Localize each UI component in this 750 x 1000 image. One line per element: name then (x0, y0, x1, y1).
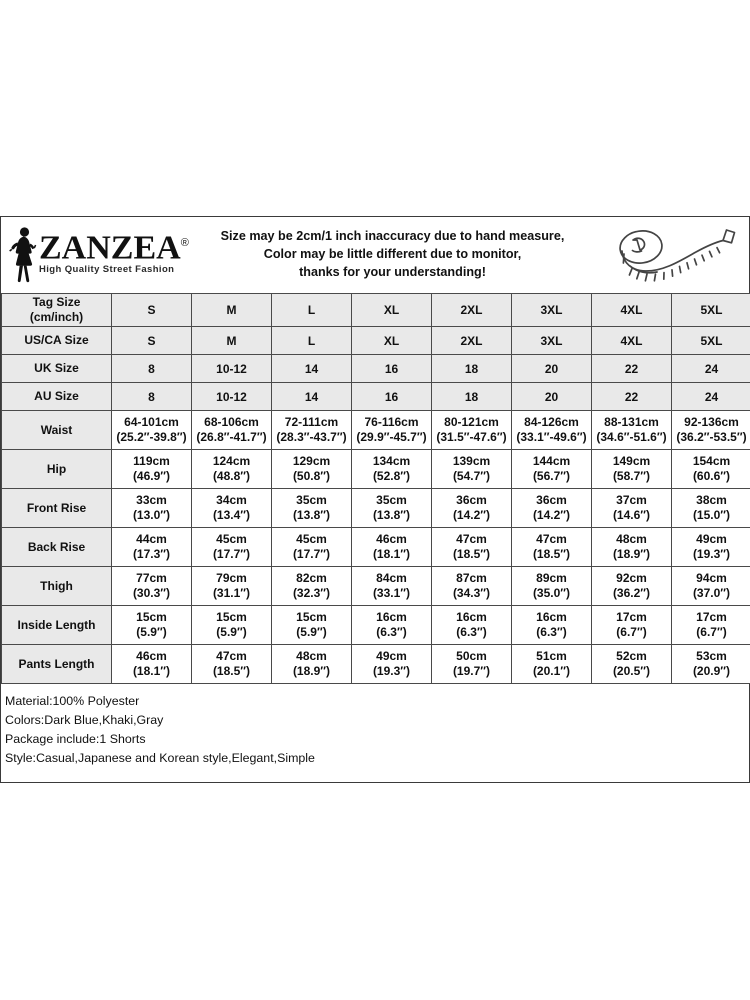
hip-cm-3: 129cm (292, 454, 331, 468)
usca-size-col-6: 3XL (512, 327, 592, 355)
au-size-col-4: 16 (352, 383, 432, 411)
inside-length-cm-8: 17cm (696, 610, 727, 624)
detail-style: Style:Casual,Japanese and Korean style,Elegant,Simple (5, 751, 315, 765)
note-line-2: Color may be little different due to monitor, (263, 247, 522, 261)
front-rise-cm-5: 36cm (456, 493, 487, 507)
inside-length-inch-7: (6.7″) (616, 625, 647, 639)
row-label-tag-size (2, 294, 112, 327)
tag-size-s: S (112, 294, 192, 327)
inside-length-cm-2: 15cm (216, 610, 247, 624)
back-rise-cm-5: 47cm (456, 532, 487, 546)
au-size-col-7: 22 (592, 383, 672, 411)
inside-length-col-4 (352, 606, 432, 645)
tag-size-4xl: 4XL (592, 294, 672, 327)
front-rise-inch-8: (15.0″) (692, 508, 731, 522)
front-rise-inch-6: (14.2″) (532, 508, 571, 522)
hip-inch-2: (48.8″) (212, 469, 251, 483)
hip-col-8 (672, 450, 750, 489)
hip-col-1 (112, 450, 192, 489)
uk-size-col-4: 16 (352, 355, 432, 383)
pants-length-cm-4: 49cm (376, 649, 407, 663)
front-rise-col-4 (352, 489, 432, 528)
front-rise-cm-3: 35cm (296, 493, 327, 507)
pants-length-col-4 (352, 645, 432, 684)
waist-cm-8: 92-136cm (684, 415, 739, 429)
front-rise-col-8 (672, 489, 750, 528)
waist-inch-1: (25.2″-39.8″) (116, 430, 187, 444)
pants-length-inch-8: (20.9″) (692, 664, 731, 678)
pants-length-col-7 (592, 645, 672, 684)
hip-cm-2: 124cm (212, 454, 251, 468)
pants-length-col-3 (272, 645, 352, 684)
back-rise-cm-4: 46cm (376, 532, 407, 546)
waist-cm-5: 80-121cm (444, 415, 499, 429)
row-label-front-rise: Front Rise (2, 489, 112, 528)
back-rise-cm-7: 48cm (616, 532, 647, 546)
hip-cm-5: 139cm (452, 454, 491, 468)
thigh-cm-8: 94cm (696, 571, 727, 585)
thigh-cm-7: 92cm (616, 571, 647, 585)
thigh-col-2 (192, 567, 272, 606)
table-row-thigh (2, 567, 750, 606)
inside-length-cm-5: 16cm (456, 610, 487, 624)
inside-length-col-7 (592, 606, 672, 645)
tag-size-3xl: 3XL (512, 294, 592, 327)
table-row-hip (2, 450, 750, 489)
thigh-col-6 (512, 567, 592, 606)
uk-size-col-5: 18 (432, 355, 512, 383)
table-row-usca-size (2, 327, 750, 355)
back-rise-inch-2: (17.7″) (212, 547, 251, 561)
pants-length-cm-6: 51cm (536, 649, 567, 663)
pants-length-cm-2: 47cm (216, 649, 247, 663)
uk-size-col-1: 8 (112, 355, 192, 383)
waist-cm-3: 72-111cm (284, 415, 339, 429)
thigh-cm-6: 89cm (536, 571, 567, 585)
waist-inch-5: (31.5″-47.6″) (436, 430, 507, 444)
hip-inch-1: (46.9″) (132, 469, 171, 483)
back-rise-cm-3: 45cm (296, 532, 327, 546)
hip-inch-6: (56.7″) (532, 469, 571, 483)
thigh-inch-4: (33.1″) (372, 586, 411, 600)
row-label-pants-length: Pants Length (2, 645, 112, 684)
waist-cm-4: 76-116cm (364, 415, 419, 429)
front-rise-col-1 (112, 489, 192, 528)
size-chart-table (1, 293, 750, 684)
row-label-uk-size: UK Size (2, 355, 112, 383)
waist-inch-3: (28.3″-43.7″) (276, 430, 347, 444)
inside-length-cm-4: 16cm (376, 610, 407, 624)
hip-col-7 (592, 450, 672, 489)
pants-length-cm-3: 48cm (296, 649, 327, 663)
row-label-inside-length: Inside Length (2, 606, 112, 645)
tag-size-label-line2: (cm/inch) (29, 310, 84, 324)
inside-length-col-3 (272, 606, 352, 645)
waist-col-8 (672, 411, 750, 450)
inside-length-col-8 (672, 606, 750, 645)
front-rise-col-7 (592, 489, 672, 528)
back-rise-col-7 (592, 528, 672, 567)
brand-tagline: High Quality Street Fashion (39, 264, 175, 276)
pants-length-cm-1: 46cm (136, 649, 167, 663)
back-rise-cm-1: 44cm (136, 532, 167, 546)
brand-wordmark (39, 225, 189, 266)
inside-length-inch-8: (6.7″) (696, 625, 727, 639)
tag-size-xl: XL (352, 294, 432, 327)
inside-length-cm-3: 15cm (296, 610, 327, 624)
front-rise-inch-4: (13.8″) (372, 508, 411, 522)
detail-package: Package include:1 Shorts (5, 732, 146, 746)
inside-length-cm-6: 16cm (536, 610, 567, 624)
pants-length-col-1 (112, 645, 192, 684)
waist-col-4 (352, 411, 432, 450)
uk-size-col-8: 24 (672, 355, 750, 383)
hip-cm-6: 144cm (532, 454, 571, 468)
table-row-front-rise (2, 489, 750, 528)
uk-size-col-2: 10-12 (192, 355, 272, 383)
front-rise-col-2 (192, 489, 272, 528)
size-chart-sheet (0, 216, 750, 783)
au-size-col-2: 10-12 (192, 383, 272, 411)
pants-length-inch-7: (20.5″) (612, 664, 651, 678)
usca-size-col-2: M (192, 327, 272, 355)
hip-cm-4: 134cm (372, 454, 411, 468)
back-rise-cm-8: 49cm (696, 532, 727, 546)
chart-header (1, 217, 749, 293)
front-rise-cm-2: 34cm (216, 493, 247, 507)
hip-cm-8: 154cm (692, 454, 731, 468)
inside-length-inch-2: (5.9″) (216, 625, 247, 639)
product-details (1, 684, 749, 782)
pants-length-inch-6: (20.1″) (532, 664, 571, 678)
waist-inch-4: (29.9″-45.7″) (356, 430, 427, 444)
pants-length-col-5 (432, 645, 512, 684)
table-row-au-size (2, 383, 750, 411)
table-row-inside-length (2, 606, 750, 645)
usca-size-col-4: XL (352, 327, 432, 355)
woman-silhouette-icon (7, 225, 41, 283)
back-rise-inch-1: (17.3″) (132, 547, 171, 561)
front-rise-col-6 (512, 489, 592, 528)
back-rise-inch-7: (18.9″) (612, 547, 651, 561)
front-rise-inch-2: (13.4″) (212, 508, 251, 522)
tag-size-m: M (192, 294, 272, 327)
pants-length-col-6 (512, 645, 592, 684)
measuring-tape-icon (599, 217, 749, 293)
front-rise-inch-1: (13.0″) (132, 508, 171, 522)
detail-material: Material:100% Polyester (5, 694, 140, 708)
waist-col-1 (112, 411, 192, 450)
pants-length-inch-2: (18.5″) (212, 664, 251, 678)
inside-length-inch-4: (6.3″) (376, 625, 407, 639)
pants-length-col-2 (192, 645, 272, 684)
inside-length-col-2 (192, 606, 272, 645)
hip-inch-4: (52.8″) (372, 469, 411, 483)
inside-length-inch-6: (6.3″) (536, 625, 567, 639)
brand-logo (1, 217, 189, 293)
waist-cm-6: 84-126cm (524, 415, 579, 429)
front-rise-cm-1: 33cm (136, 493, 167, 507)
back-rise-inch-4: (18.1″) (372, 547, 411, 561)
hip-cm-7: 149cm (612, 454, 651, 468)
front-rise-inch-3: (13.8″) (292, 508, 331, 522)
hip-col-2 (192, 450, 272, 489)
waist-cm-7: 88-131cm (604, 415, 659, 429)
row-label-usca-size: US/CA Size (2, 327, 112, 355)
back-rise-inch-3: (17.7″) (292, 547, 331, 561)
thigh-col-5 (432, 567, 512, 606)
waist-col-5 (432, 411, 512, 450)
back-rise-col-3 (272, 528, 352, 567)
thigh-inch-2: (31.1″) (212, 586, 251, 600)
table-row-tag-size (2, 294, 750, 327)
brand-name: ZANZEA (39, 229, 181, 267)
tag-size-5xl: 5XL (672, 294, 750, 327)
au-size-col-1: 8 (112, 383, 192, 411)
uk-size-col-6: 20 (512, 355, 592, 383)
inside-length-cm-1: 15cm (136, 610, 167, 624)
waist-inch-7: (34.6″-51.6″) (596, 430, 667, 444)
thigh-col-8 (672, 567, 750, 606)
row-label-hip: Hip (2, 450, 112, 489)
inside-length-cm-7: 17cm (616, 610, 647, 624)
front-rise-col-5 (432, 489, 512, 528)
au-size-col-6: 20 (512, 383, 592, 411)
thigh-inch-6: (35.0″) (532, 586, 571, 600)
thigh-inch-3: (32.3″) (292, 586, 331, 600)
hip-inch-3: (50.8″) (292, 469, 331, 483)
thigh-col-3 (272, 567, 352, 606)
thigh-inch-7: (36.2″) (612, 586, 651, 600)
row-label-thigh: Thigh (2, 567, 112, 606)
thigh-col-1 (112, 567, 192, 606)
front-rise-cm-8: 38cm (696, 493, 727, 507)
au-size-col-3: 14 (272, 383, 352, 411)
back-rise-col-2 (192, 528, 272, 567)
waist-cm-2: 68-106cm (204, 415, 259, 429)
pants-length-cm-5: 50cm (456, 649, 487, 663)
table-row-pants-length (2, 645, 750, 684)
inside-length-inch-3: (5.9″) (296, 625, 327, 639)
pants-length-col-8 (672, 645, 750, 684)
pants-length-inch-4: (19.3″) (372, 664, 411, 678)
measurement-notes (186, 227, 599, 283)
hip-inch-5: (54.7″) (452, 469, 491, 483)
uk-size-col-3: 14 (272, 355, 352, 383)
hip-col-6 (512, 450, 592, 489)
thigh-inch-5: (34.3″) (452, 586, 491, 600)
waist-inch-6: (33.1″-49.6″) (516, 430, 587, 444)
hip-col-5 (432, 450, 512, 489)
waist-cm-1: 64-101cm (124, 415, 179, 429)
thigh-cm-4: 84cm (376, 571, 407, 585)
front-rise-cm-6: 36cm (536, 493, 567, 507)
thigh-inch-8: (37.0″) (692, 586, 731, 600)
waist-col-2 (192, 411, 272, 450)
thigh-inch-1: (30.3″) (132, 586, 171, 600)
uk-size-col-7: 22 (592, 355, 672, 383)
thigh-cm-1: 77cm (136, 571, 167, 585)
row-label-waist: Waist (2, 411, 112, 450)
hip-inch-8: (60.6″) (692, 469, 731, 483)
pants-length-cm-7: 52cm (616, 649, 647, 663)
thigh-cm-2: 79cm (216, 571, 247, 585)
back-rise-col-5 (432, 528, 512, 567)
au-size-col-5: 18 (432, 383, 512, 411)
pants-length-inch-1: (18.1″) (132, 664, 171, 678)
thigh-cm-5: 87cm (456, 571, 487, 585)
inside-length-inch-5: (6.3″) (456, 625, 487, 639)
front-rise-inch-5: (14.2″) (452, 508, 491, 522)
waist-inch-8: (36.2″-53.5″) (676, 430, 747, 444)
usca-size-col-1: S (112, 327, 192, 355)
hip-cm-1: 119cm (133, 454, 170, 468)
back-rise-col-1 (112, 528, 192, 567)
hip-inch-7: (58.7″) (612, 469, 651, 483)
pants-length-inch-3: (18.9″) (292, 664, 331, 678)
row-label-au-size: AU Size (2, 383, 112, 411)
usca-size-col-3: L (272, 327, 352, 355)
back-rise-inch-8: (19.3″) (692, 547, 731, 561)
back-rise-col-8 (672, 528, 750, 567)
table-row-back-rise (2, 528, 750, 567)
back-rise-inch-5: (18.5″) (452, 547, 491, 561)
hip-col-4 (352, 450, 432, 489)
inside-length-inch-1: (5.9″) (136, 625, 167, 639)
detail-colors: Colors:Dark Blue,Khaki,Gray (5, 713, 164, 727)
inside-length-col-1 (112, 606, 192, 645)
au-size-col-8: 24 (672, 383, 750, 411)
front-rise-inch-7: (14.6″) (612, 508, 651, 522)
thigh-col-7 (592, 567, 672, 606)
inside-length-col-5 (432, 606, 512, 645)
thigh-col-4 (352, 567, 432, 606)
usca-size-col-7: 4XL (592, 327, 672, 355)
inside-length-col-6 (512, 606, 592, 645)
front-rise-cm-7: 37cm (616, 493, 647, 507)
note-line-1: Size may be 2cm/1 inch inaccuracy due to hand measure, (220, 229, 565, 243)
usca-size-col-5: 2XL (432, 327, 512, 355)
back-rise-cm-2: 45cm (216, 532, 247, 546)
thigh-cm-3: 82cm (296, 571, 327, 585)
waist-col-3 (272, 411, 352, 450)
table-row-uk-size (2, 355, 750, 383)
tag-size-l: L (272, 294, 352, 327)
front-rise-col-3 (272, 489, 352, 528)
hip-col-3 (272, 450, 352, 489)
usca-size-col-8: 5XL (672, 327, 750, 355)
back-rise-inch-6: (18.5″) (532, 547, 571, 561)
row-label-back-rise: Back Rise (2, 528, 112, 567)
pants-length-cm-8: 53cm (696, 649, 727, 663)
waist-col-7 (592, 411, 672, 450)
back-rise-col-6 (512, 528, 592, 567)
table-row-waist (2, 411, 750, 450)
note-line-3: thanks for your understanding! (299, 265, 486, 279)
waist-inch-2: (26.8″-41.7″) (196, 430, 267, 444)
tag-size-2xl: 2XL (432, 294, 512, 327)
back-rise-cm-6: 47cm (536, 532, 567, 546)
back-rise-col-4 (352, 528, 432, 567)
tag-size-label-line1: Tag Size (32, 295, 81, 309)
registered-trademark-icon: ® (180, 237, 189, 249)
pants-length-inch-5: (19.7″) (452, 664, 491, 678)
waist-col-6 (512, 411, 592, 450)
front-rise-cm-4: 35cm (376, 493, 407, 507)
